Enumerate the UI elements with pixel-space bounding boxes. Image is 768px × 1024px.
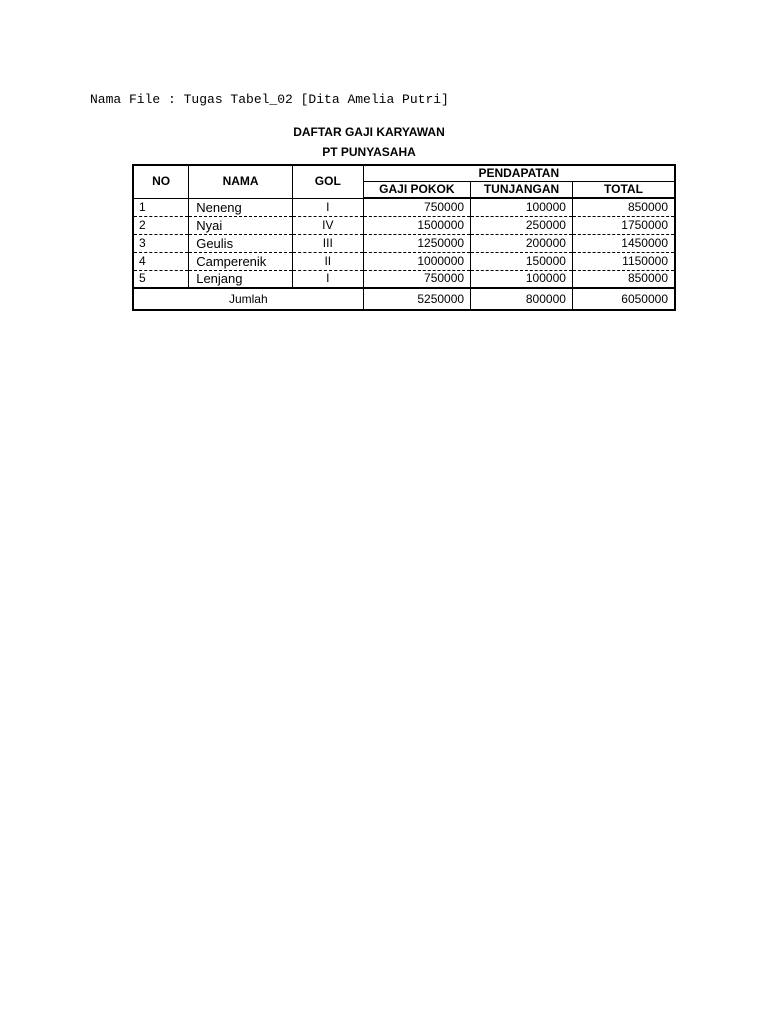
cell-nama: Neneng	[189, 198, 293, 216]
cell-total: 1150000	[572, 252, 675, 270]
header-tunjangan: TUNJANGAN	[471, 182, 573, 199]
cell-no: 5	[133, 270, 189, 288]
header-no: NO	[133, 165, 189, 198]
totals-label: Jumlah	[133, 288, 363, 310]
cell-gaji-pokok: 1000000	[363, 252, 470, 270]
totals-row	[133, 288, 675, 310]
cell-no: 1	[133, 198, 189, 216]
cell-total: 1450000	[572, 234, 675, 252]
cell-nama: Camperenik	[189, 252, 293, 270]
table-row	[133, 198, 675, 216]
totals-total: 6050000	[572, 288, 675, 310]
header-nama: NAMA	[189, 165, 293, 198]
cell-no: 2	[133, 216, 189, 234]
cell-gol: IV	[292, 216, 363, 234]
cell-gol: I	[292, 270, 363, 288]
header-gaji-pokok: GAJI POKOK	[363, 182, 470, 199]
cell-total: 1750000	[572, 216, 675, 234]
cell-gol: I	[292, 198, 363, 216]
totals-tunjangan: 800000	[471, 288, 573, 310]
header-total: TOTAL	[572, 182, 675, 199]
cell-gaji-pokok: 750000	[363, 270, 470, 288]
totals-gaji-pokok: 5250000	[363, 288, 470, 310]
salary-table	[132, 164, 676, 311]
file-name-line: Nama File : Tugas Tabel_02 [Dita Amelia Putri]	[90, 92, 449, 107]
cell-tunjangan: 150000	[471, 252, 573, 270]
header-pendapatan: PENDAPATAN	[363, 165, 675, 182]
cell-total: 850000	[572, 198, 675, 216]
cell-tunjangan: 100000	[471, 270, 573, 288]
cell-nama: Geulis	[189, 234, 293, 252]
cell-tunjangan: 200000	[471, 234, 573, 252]
table-row	[133, 216, 675, 234]
cell-nama: Lenjang	[189, 270, 293, 288]
table-row	[133, 270, 675, 288]
cell-gaji-pokok: 1500000	[363, 216, 470, 234]
cell-nama: Nyai	[189, 216, 293, 234]
company-name: PT PUNYASAHA	[322, 145, 416, 159]
cell-gol: III	[292, 234, 363, 252]
cell-gol: II	[292, 252, 363, 270]
table-row	[133, 234, 675, 252]
cell-tunjangan: 100000	[471, 198, 573, 216]
cell-total: 850000	[572, 270, 675, 288]
document-title: DAFTAR GAJI KARYAWAN	[293, 125, 445, 139]
cell-no: 3	[133, 234, 189, 252]
cell-no: 4	[133, 252, 189, 270]
cell-gaji-pokok: 1250000	[363, 234, 470, 252]
cell-tunjangan: 250000	[471, 216, 573, 234]
cell-gaji-pokok: 750000	[363, 198, 470, 216]
header-gol: GOL	[292, 165, 363, 198]
table-row	[133, 252, 675, 270]
